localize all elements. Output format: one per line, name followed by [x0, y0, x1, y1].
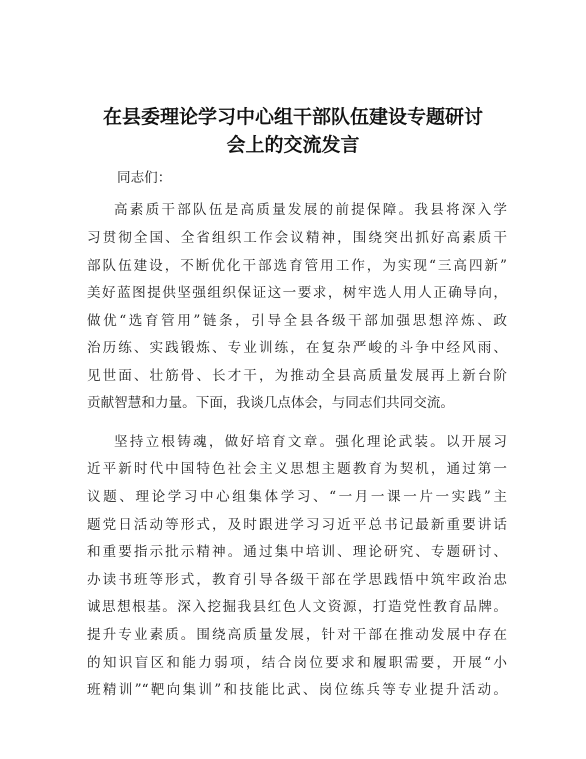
paragraph-2-line: 办读书班等形式，教育引导各级干部在学思践悟中筑牢政治忠	[87, 572, 507, 588]
paragraph-1-line: 做优“选育管用”链条，引导全县各级干部加强思想淬炼、政	[87, 313, 507, 329]
paragraph-2-line: 坚持立根铸魂，做好培育文章。强化理论武装。以开展习	[114, 434, 507, 450]
greeting: 同志们：	[117, 170, 172, 186]
document-title-line-1: 在县委理论学习中心组干部队伍建设专题研讨	[102, 106, 483, 128]
paragraph-1-line: 美好蓝图提供坚强组织保证这一要求，树牢选人用人正确导向，	[87, 285, 507, 301]
paragraph-1-line: 高素质干部队伍是高质量发展的前提保障。我县将深入学	[114, 202, 507, 218]
paragraph-2-line: 的知识盲区和能力弱项，结合岗位要求和履职需要，开展“小	[87, 655, 507, 671]
paragraph-1-line: 贡献智慧和力量。下面，我谈几点体会，与同志们共同交流。	[87, 395, 455, 411]
paragraph-1-line: 部队伍建设，不断优化干部选育管用工作，为实现“三高四新”	[87, 258, 507, 274]
paragraph-2-line: 诚思想根基。深入挖掘我县红色人文资源，打造党性教育品牌。	[87, 599, 507, 615]
document-title-line-2: 会上的交流发言	[226, 134, 360, 156]
paragraph-2-line: 近平新时代中国特色社会主义思想主题教育为契机，通过第一	[87, 461, 507, 477]
paragraph-1-line: 习贯彻全国、全省组织工作会议精神，围绕突出抓好高素质干	[87, 230, 507, 246]
paragraph-2-line: 议题、理论学习中心组集体学习、“一月一课一片一实践”主	[87, 489, 507, 505]
paragraph-2-line: 班精训”“靶向集训”和技能比武、岗位练兵等专业提升活动。	[87, 682, 507, 698]
paragraph-2-line: 和重要指示批示精神。通过集中培训、理论研究、专题研讨、	[87, 544, 507, 560]
paragraph-2-line: 题党日活动等形式，及时跟进学习习近平总书记最新重要讲话	[87, 517, 507, 533]
paragraph-2-line: 提升专业素质。围绕高质量发展，针对干部在推动发展中存在	[87, 627, 507, 643]
paragraph-1-line: 治历练、实践锻炼、专业训练，在复杂严峻的斗争中经风雨、	[87, 340, 507, 356]
paragraph-1-line: 见世面、壮筋骨、长才干，为推动全县高质量发展再上新台阶	[87, 368, 507, 384]
